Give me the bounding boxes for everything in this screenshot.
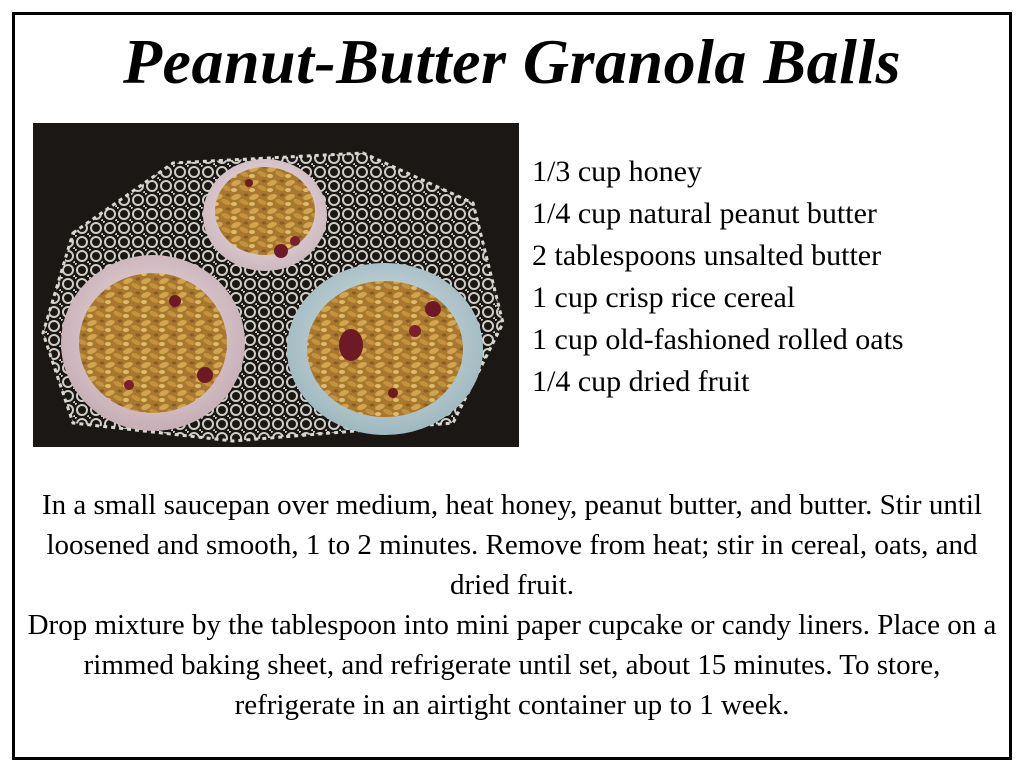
- granola-balls-photo: [33, 123, 519, 447]
- ingredient-item: 2 tablespoons unsalted butter: [532, 239, 882, 272]
- photo-illustration: [33, 123, 519, 447]
- directions-paragraph: Drop mixture by the tablespoon into mini paper cupcake or candy liners. Place on a rimmed baking sheet, and refrigerate until set, about 15 minutes. To store, refrigerate in an airtight container up to 1 week.: [27, 609, 997, 721]
- directions: [21, 485, 1003, 725]
- ingredient-item: 1/3 cup honey: [532, 155, 702, 188]
- directions-paragraph: In a small saucepan over medium, heat honey, peanut butter, and butter. Stir until loosened and smooth, 1 to 2 minutes. Remove from heat; stir in cereal, oats, and dried fruit.: [41, 489, 982, 601]
- ingredient-item: 1 cup old-fashioned rolled oats: [532, 323, 904, 356]
- recipe-title: Peanut-Butter Granola Balls: [122, 26, 902, 97]
- ingredient-item: 1 cup crisp rice cereal: [532, 281, 796, 314]
- ingredient-item: 1/4 cup natural peanut butter: [532, 197, 877, 230]
- ingredients-list: [532, 151, 1002, 403]
- recipe-card: [12, 12, 1012, 760]
- ingredient-item: 1/4 cup dried fruit: [532, 365, 750, 398]
